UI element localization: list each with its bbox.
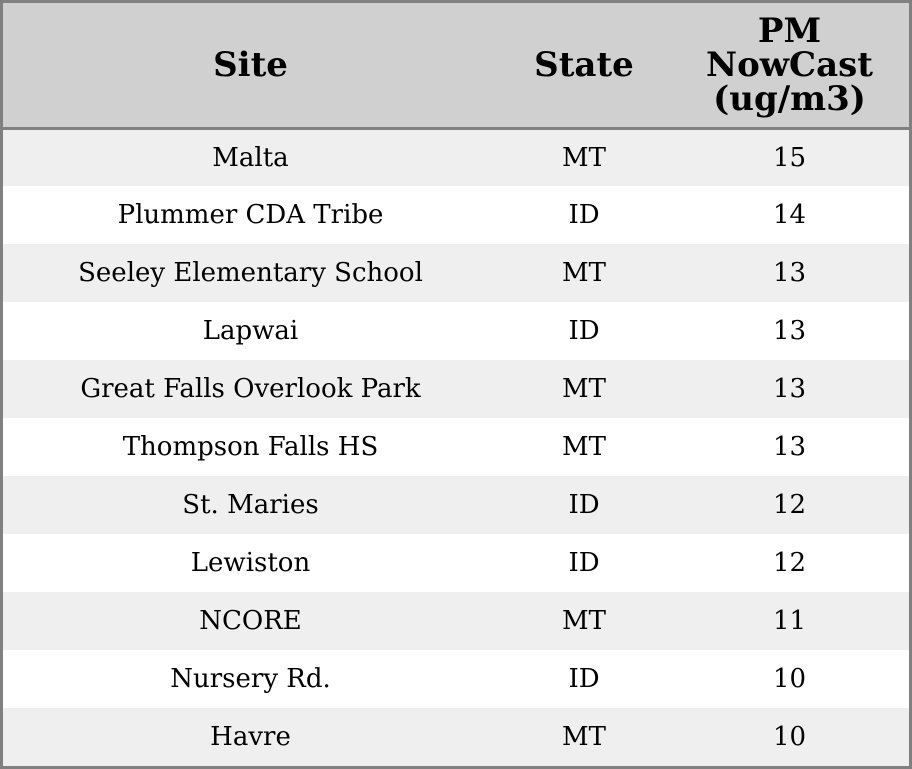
cell-pm-nowcast: 10 [772, 664, 807, 694]
cell-state: ID [568, 548, 600, 578]
cell-pm-nowcast: 13 [772, 432, 807, 462]
cell-state: MT [562, 258, 606, 288]
cell-pm-nowcast: 13 [772, 258, 807, 288]
cell-pm-nowcast: 13 [772, 374, 807, 404]
cell-state: ID [568, 200, 600, 230]
table-row [3, 302, 909, 360]
cell-site: NCORE [199, 606, 302, 636]
cell-site: Great Falls Overlook Park [80, 374, 421, 404]
cell-pm-nowcast: 15 [772, 142, 807, 173]
cell-site: Lapwai [202, 316, 299, 346]
cell-pm-nowcast: 12 [772, 490, 807, 520]
cell-site: St. Maries [182, 490, 319, 520]
table-row [3, 186, 909, 244]
cell-state: MT [562, 142, 606, 173]
table-row [3, 128, 909, 186]
column-header-state: State [498, 3, 670, 128]
cell-pm-nowcast: 11 [772, 606, 807, 636]
table-row [3, 476, 909, 534]
table-header [3, 3, 909, 128]
cell-pm-nowcast: 13 [772, 316, 807, 346]
table-row [3, 418, 909, 476]
table-body [3, 128, 909, 766]
cell-state: ID [568, 664, 600, 694]
cell-pm-nowcast: 10 [772, 722, 807, 752]
cell-state: MT [562, 432, 606, 462]
header-row [3, 3, 909, 128]
table-row [3, 244, 909, 302]
cell-state: ID [568, 490, 600, 520]
table-row [3, 360, 909, 418]
cell-pm-nowcast: 12 [772, 548, 807, 578]
cell-site: Seeley Elementary School [78, 258, 423, 288]
cell-state: MT [562, 374, 606, 404]
cell-site: Plummer CDA Tribe [117, 200, 384, 230]
cell-site: Lewiston [190, 548, 311, 578]
pm-nowcast-table [3, 3, 909, 766]
cell-site: Thompson Falls HS [122, 432, 379, 462]
cell-state: MT [562, 606, 606, 636]
table-row [3, 592, 909, 650]
table-row [3, 650, 909, 708]
table-row [3, 708, 909, 766]
cell-state: MT [562, 722, 606, 752]
cell-site: Nursery Rd. [170, 664, 331, 694]
cell-site: Havre [210, 722, 291, 752]
cell-pm-nowcast: 14 [772, 200, 807, 230]
table-row [3, 534, 909, 592]
cell-state: ID [568, 316, 600, 346]
cell-site: Malta [212, 142, 289, 173]
column-header-site: Site [3, 3, 498, 128]
column-header-pm-nowcast: PM NowCast (ug/m3) [670, 3, 909, 128]
